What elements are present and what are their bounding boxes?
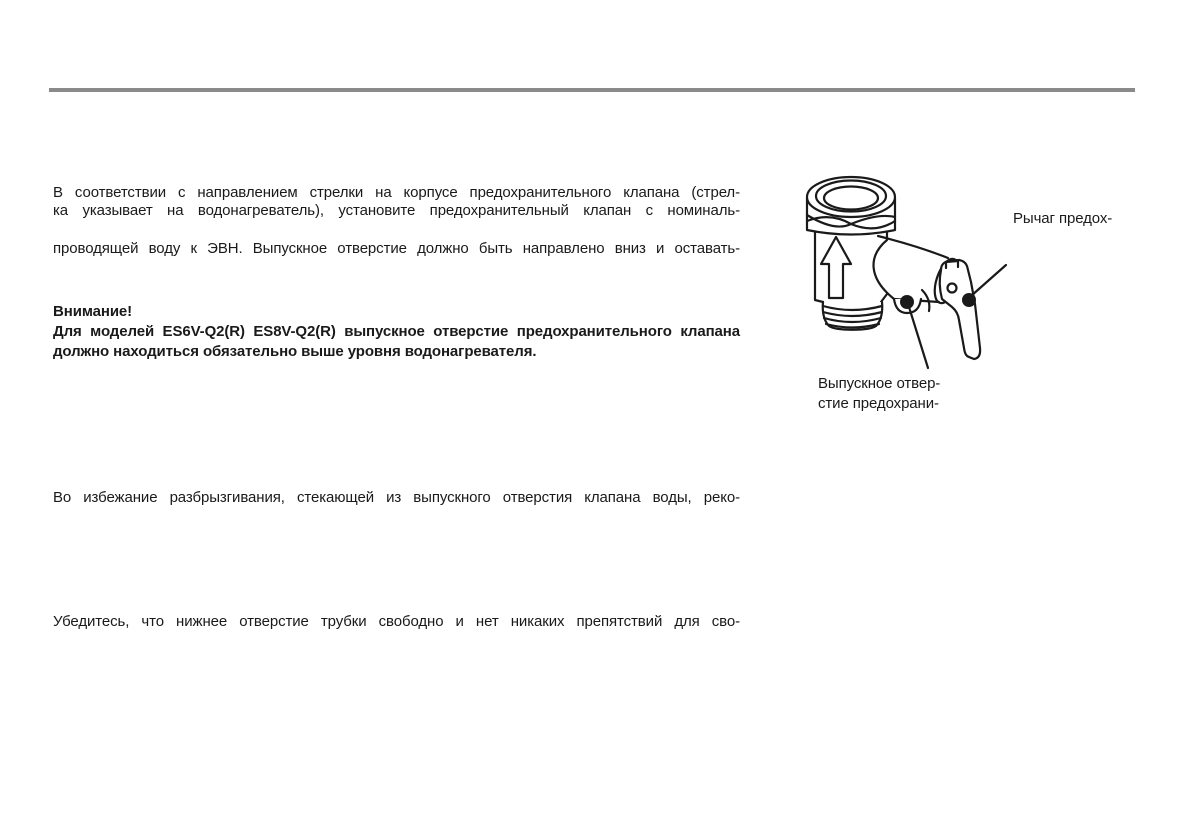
attention-heading: Внимание! bbox=[53, 303, 133, 320]
safety-valve-illustration bbox=[790, 160, 1030, 390]
thread-section bbox=[823, 302, 883, 330]
paragraph2-line1: проводящей воду к ЭВН. Выпускное отверстие должно быть направлено вниз и оставать- bbox=[53, 240, 740, 257]
outlet-dot-marker bbox=[900, 295, 914, 309]
lever-leader-line bbox=[971, 265, 1006, 296]
lever-dot-marker bbox=[962, 293, 976, 307]
label-outlet bbox=[818, 374, 940, 414]
header-rule bbox=[49, 88, 1135, 92]
label-outlet-line2: стие предохрани- bbox=[818, 395, 939, 412]
hex-nut bbox=[807, 177, 895, 235]
label-lever: Рычаг предох- bbox=[1013, 210, 1113, 227]
lever-handle bbox=[940, 260, 980, 359]
attention-line1: Для моделей ES6V-Q2(R) ES8V-Q2(R) выпускное отверстие предохранительного клапана bbox=[53, 323, 740, 340]
paragraph1-line2: ка указывает на водонагреватель), установите предохранительный клапан с номиналь- bbox=[53, 202, 740, 219]
label-outlet-line1: Выпускное отвер- bbox=[818, 375, 941, 392]
paragraph1-line1: В соответствии с направлением стрелки на корпусе предохранительного клапана (стрел- bbox=[53, 184, 740, 201]
paragraph4-line1: Убедитесь, что нижнее отверстие трубки свободно и нет никаких препятствий для сво- bbox=[53, 613, 740, 630]
flow-arrow-icon bbox=[821, 237, 851, 298]
paragraph3-line1: Во избежание разбрызгивания, стекающей из выпускного отверстия клапана воды, реко- bbox=[53, 489, 740, 506]
outlet-leader-line bbox=[909, 307, 928, 368]
attention-line2: должно находиться обязательно выше уровня водонагревателя. bbox=[53, 343, 537, 360]
